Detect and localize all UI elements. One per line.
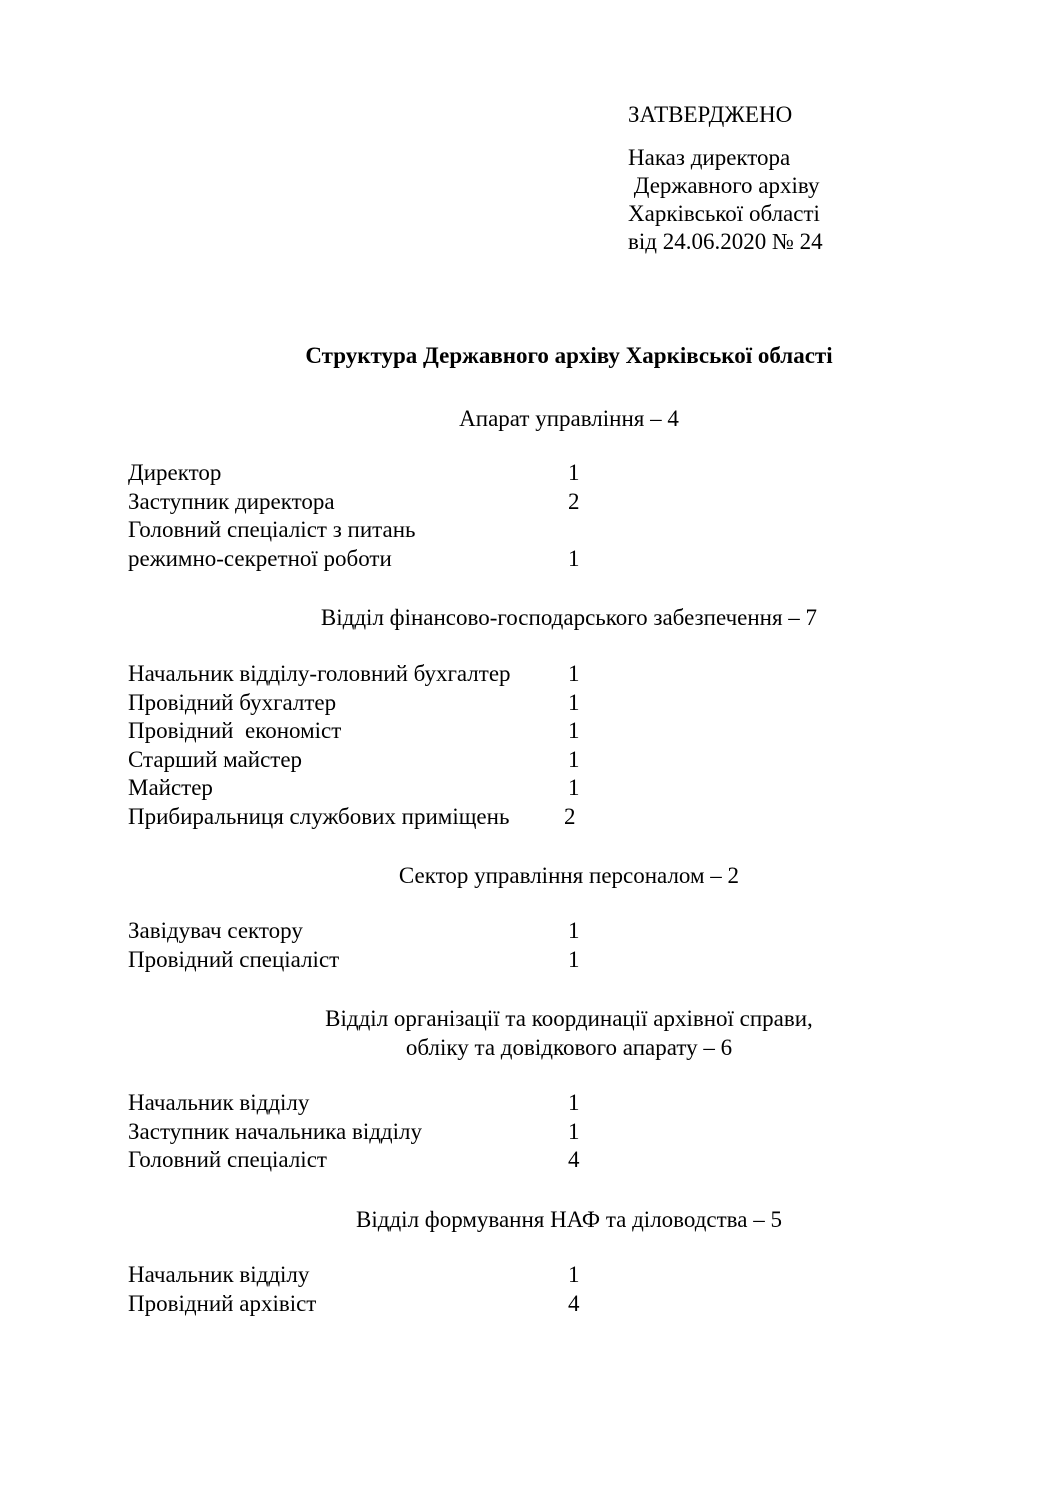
position-count: 1 (568, 946, 580, 972)
position-count: 2 (564, 803, 576, 829)
position-count: 1 (568, 1118, 580, 1144)
section-heading (0, 404, 1058, 433)
section-heading-line: Відділ формування НАФ та діловодства – 5 (356, 1207, 782, 1232)
position-count: 4 (568, 1290, 580, 1316)
section-heading-line: обліку та довідкового апарату – 6 (405, 1035, 733, 1060)
position-count: 1 (568, 689, 580, 715)
position-name: Головний спеціаліст (128, 1147, 327, 1173)
approval-line: від 24.06.2020 № 24 (628, 229, 823, 254)
position-name: Провідний спеціаліст (128, 946, 340, 972)
position-count: 1 (568, 1090, 580, 1115)
position-name: Начальник відділу (128, 1262, 310, 1287)
position-count: 1 (568, 545, 580, 571)
position-name: Провідний архівіст (128, 1290, 317, 1316)
section-heading-line: Сектор управління персоналом – 2 (398, 863, 740, 888)
position-name: Провідний економіст (128, 718, 342, 744)
section-heading (0, 1205, 1058, 1234)
position-name: Начальник відділу (128, 1090, 310, 1115)
position-count: 1 (568, 460, 580, 485)
position-count: 4 (568, 1147, 580, 1173)
approval-line: Державного архіву (628, 173, 820, 198)
approval-block (628, 101, 823, 256)
position-name: Старший майстер (128, 746, 303, 772)
position-count: 1 (568, 775, 580, 801)
position-name: режимно-секретної роботи (128, 545, 392, 571)
position-count: 1 (568, 746, 580, 772)
section-heading-line: Відділ організації та координації архівної справи, (325, 1006, 813, 1031)
position-name: Провідний бухгалтер (128, 689, 337, 715)
position-count: 1 (568, 918, 580, 943)
position-count: 2 (568, 488, 580, 514)
approval-line: Наказ директора (628, 145, 791, 170)
section-heading (0, 861, 1058, 890)
position-name: Завідувач сектору (128, 918, 303, 943)
position-count: 1 (568, 718, 580, 744)
position-count: 1 (568, 1262, 580, 1287)
section-heading (0, 603, 1058, 632)
position-count: 1 (568, 661, 580, 686)
section-heading-line: Відділ фінансово-господарського забезпечення – 7 (320, 605, 818, 630)
approval-title: ЗАТВЕРДЖЕНО (628, 102, 793, 127)
position-name: Майстер (128, 775, 213, 801)
section-heading (0, 1004, 1058, 1062)
position-name: Головний спеціаліст з питань (128, 517, 416, 543)
position-name: Заступник директора (128, 488, 335, 514)
position-name: Начальник відділу-головний бухгалтер (128, 661, 511, 686)
section-heading-line: Апарат управління – 4 (459, 406, 679, 431)
approval-line: Харківської області (628, 201, 820, 226)
document-title: Структура Державного архіву Харківської області (305, 343, 833, 368)
position-name: Директор (128, 460, 222, 485)
position-name: Заступник начальника відділу (128, 1118, 423, 1144)
position-name: Прибиральниця службових приміщень (128, 803, 510, 829)
